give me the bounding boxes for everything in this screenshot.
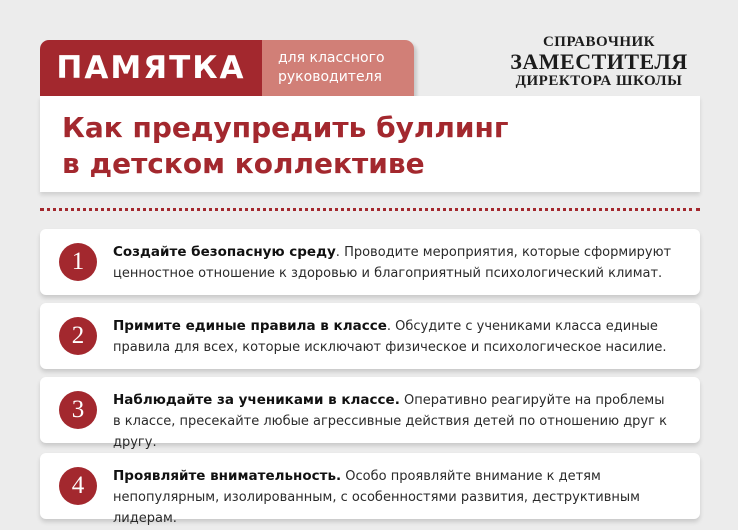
tip-number-badge: 1	[59, 243, 97, 281]
tip-body-line1: Оперативно реагируйте на проблемы	[399, 393, 665, 408]
dotted-divider	[40, 208, 700, 211]
brand-line1: СПРАВОЧНИК	[542, 34, 656, 50]
tip-body-line1: Проводите мероприятия, которые сформируют	[339, 245, 672, 260]
tip-body-line1: Обсудите с учениками класса единые	[391, 319, 658, 334]
tip-body-line2: в классе, пресекайте любые агрессивные действия детей по отношению друг к другу.	[113, 414, 667, 450]
memo-audience-tag	[262, 40, 414, 96]
tip-body-line1: Особо проявляйте внимание к детям	[341, 469, 601, 484]
tip-card-2	[40, 303, 700, 369]
tip-number-badge: 2	[59, 317, 97, 355]
tip-text: Примите единые правила в классе. Обсудите с учениками класса единые правила для всех, которые исключают физическое и психологическое насилие.	[113, 318, 667, 355]
publication-logo	[490, 34, 708, 90]
memo-audience-line1: для классного	[278, 50, 385, 66]
tip-text	[113, 466, 683, 529]
tip-heading: Создайте безопасную среду	[113, 244, 336, 260]
tip-number-badge: 3	[59, 391, 97, 429]
tip-heading: Проявляйте внимательность.	[113, 468, 342, 484]
tip-heading: Наблюдайте за учениками в классе.	[113, 392, 400, 408]
tip-card-4	[40, 453, 700, 526]
tip-body-line2: ценностное отношение к здоровью и благоприятный психологический климат.	[113, 266, 663, 281]
tip-heading: Примите единые правила в классе	[113, 318, 387, 334]
tip-body-line2: правила для всех, которые исключают физическое и психологическое насилие.	[113, 340, 667, 355]
memo-tag: ПАМЯТКА	[40, 40, 262, 96]
memo-audience-line2: руководителя	[278, 69, 382, 85]
tip-body-line2: непопулярным, изолированным, с особенностями развития, деструктивным лидерам.	[113, 490, 640, 526]
tip-number-badge: 4	[59, 467, 97, 505]
tip-card-1	[40, 229, 700, 295]
tip-text	[113, 390, 683, 453]
title-box	[40, 96, 700, 192]
title-line2: в детском коллективе	[62, 147, 425, 180]
tip-text: Создайте безопасную среду. Проводите мероприятия, которые сформируют ценностное отношение к здоровью и благоприятный психологический климат.	[113, 244, 672, 281]
page-title	[62, 110, 700, 182]
brand-line3: ДИРЕКТОРА ШКОЛЫ	[515, 73, 683, 89]
title-line1: Как предупредить буллинг	[62, 111, 509, 144]
tip-card-3	[40, 377, 700, 450]
brand-line2: ЗАМЕСТИТЕЛЯ	[510, 49, 688, 74]
